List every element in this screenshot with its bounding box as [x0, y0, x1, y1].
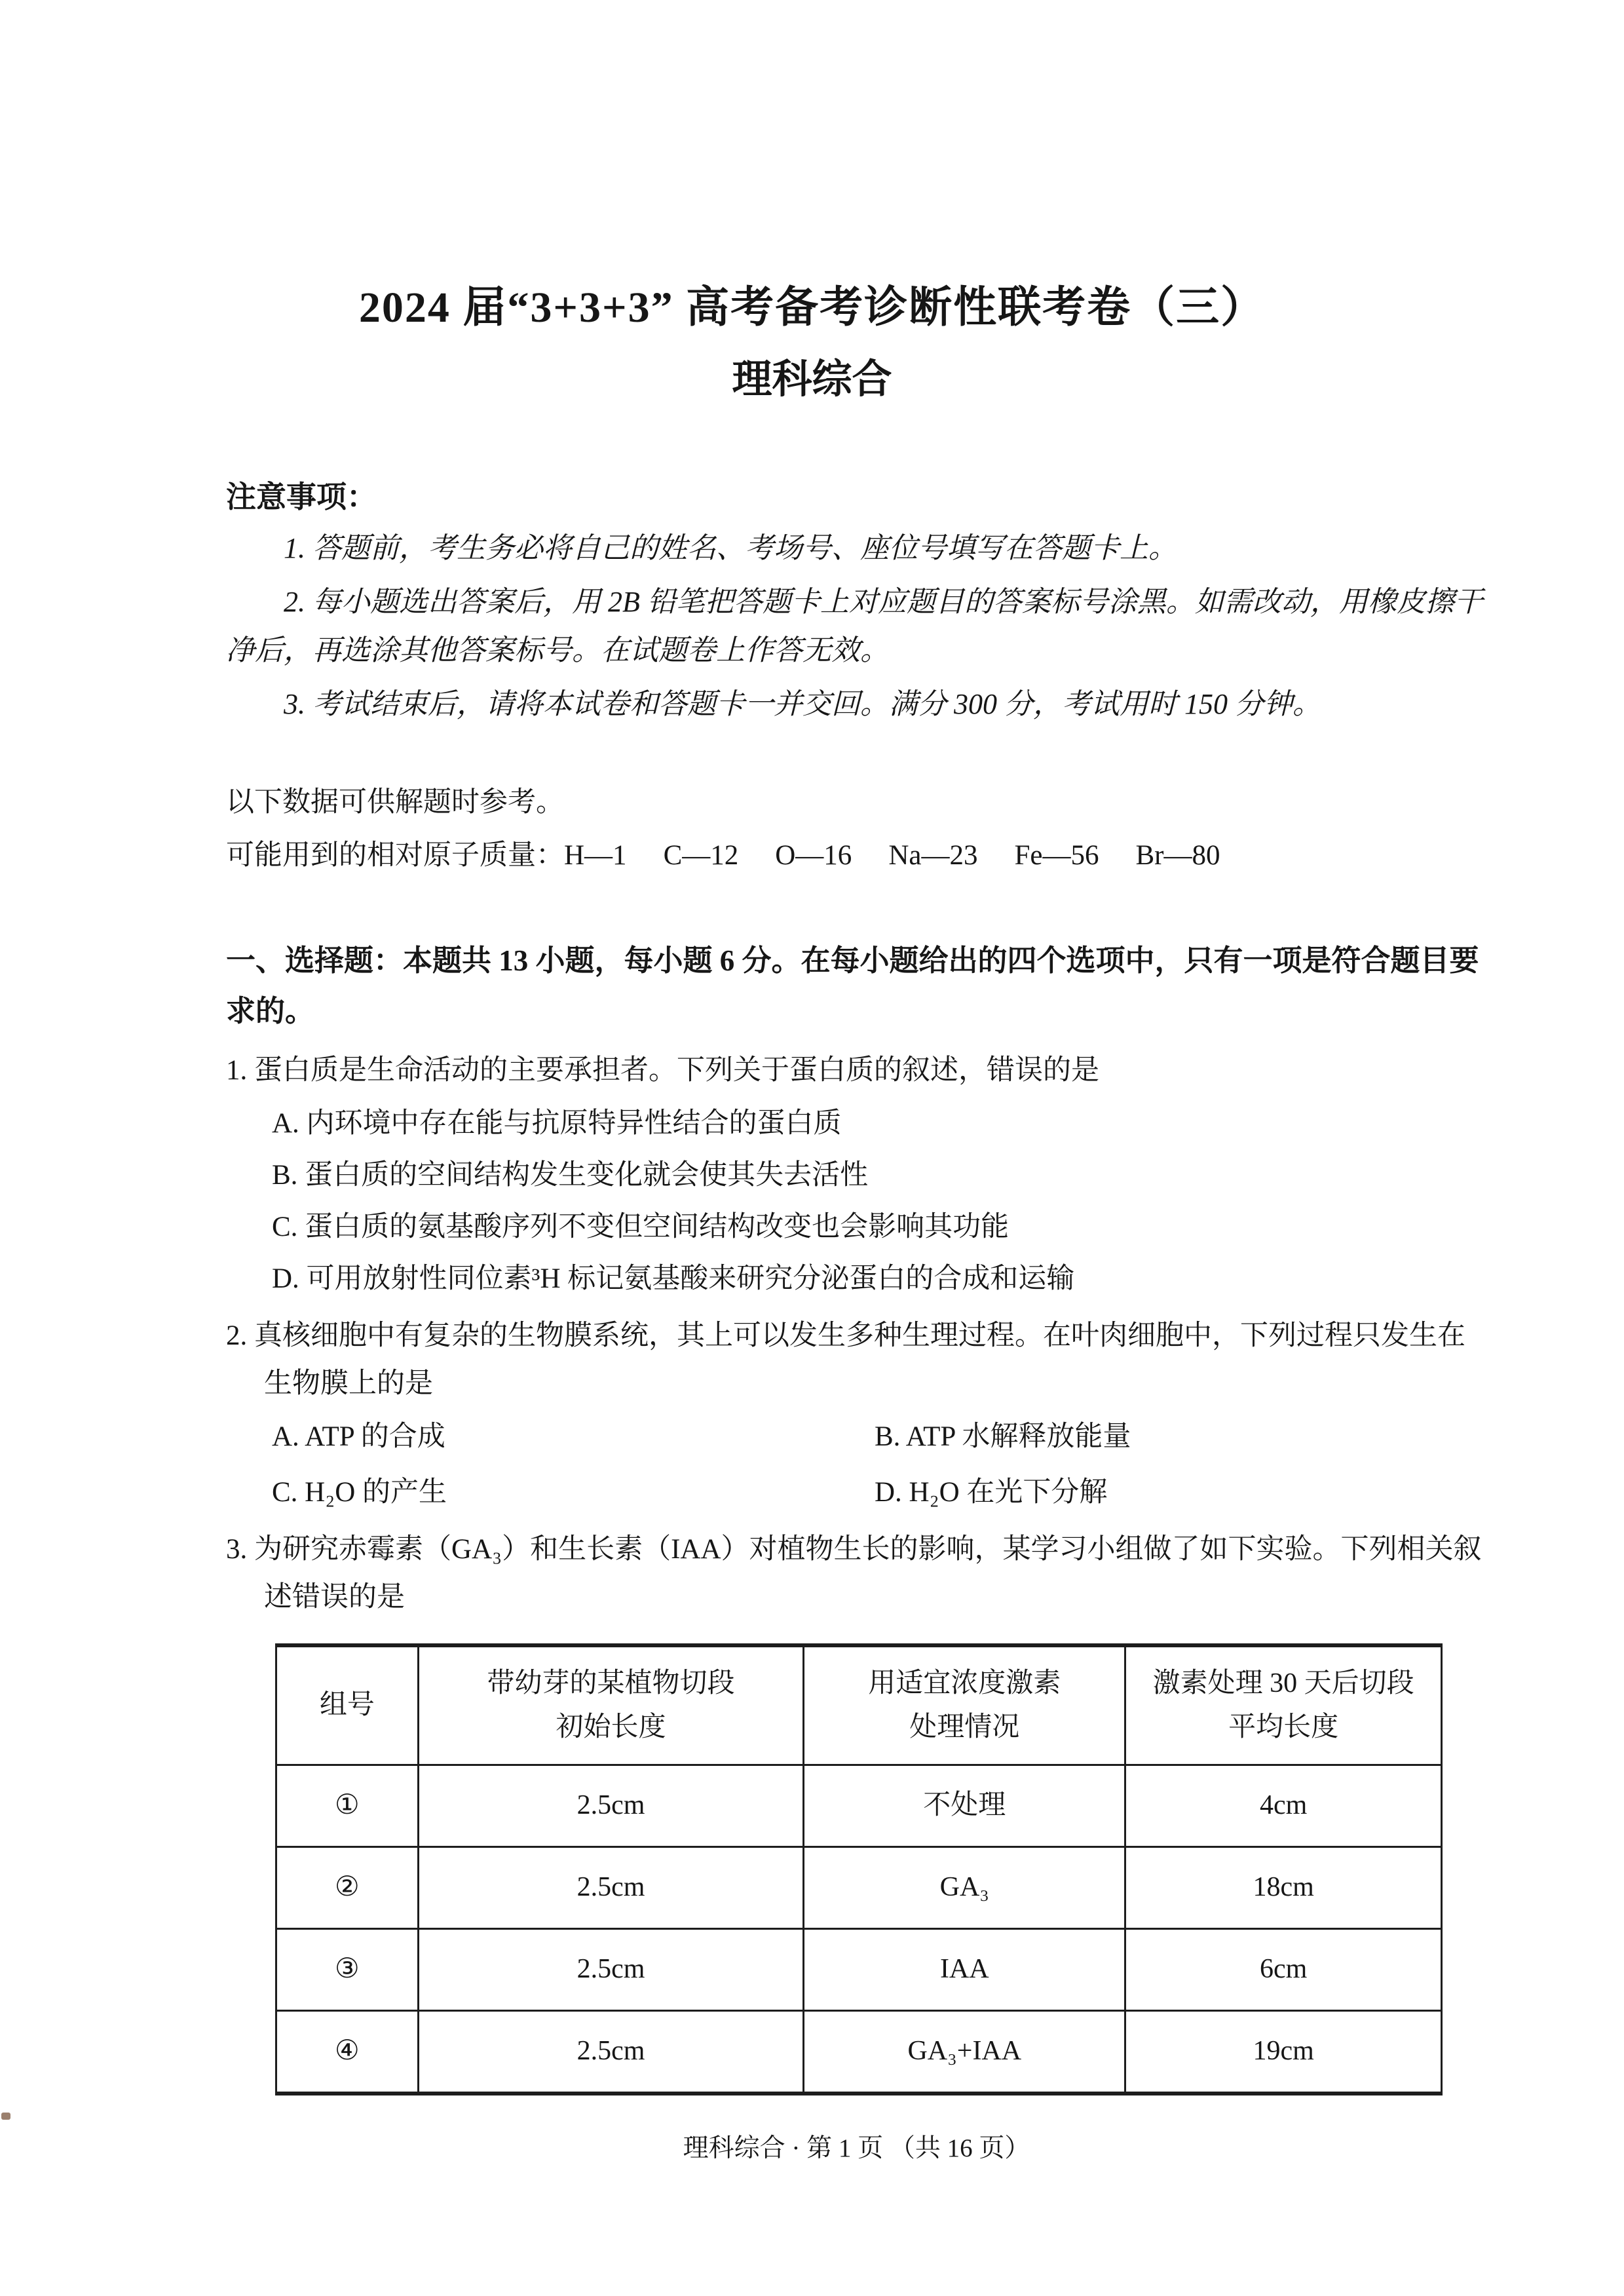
- cell-result-4: 19cm: [1125, 2010, 1442, 2094]
- atomic-mass-H: H—1: [564, 839, 627, 871]
- question-3: [226, 1525, 1487, 2095]
- question-1: [226, 1046, 1487, 1303]
- question-2: [226, 1312, 1487, 1516]
- cell-initial-4: 2.5cm: [418, 2010, 804, 2094]
- header-average-length-line2: 平均长度: [1228, 1712, 1339, 1742]
- notice-item-3: 3. 考试结束后，请将本试卷和答题卡一并交回。满分 300 分，考试用时 150 分钟。: [284, 687, 1321, 720]
- notice-item-2: 2. 每小题选出答案后，用 2B 铅笔把答题卡上对应题目的答案标号涂黑。如需改动，用橡皮擦干净后，再选涂其他答案标号。在试题卷上作答无效。: [226, 585, 1483, 666]
- notice-heading: 注意事项：: [226, 480, 377, 514]
- atomic-mass-Na: Na—23: [888, 839, 978, 871]
- reference-data-block: [226, 779, 1487, 879]
- atomic-mass-O: O—16: [775, 839, 852, 871]
- atomic-masses-label: 可能用到的相对原子质量：: [226, 839, 564, 871]
- question-2-option-a: A. ATP 的合成: [272, 1421, 445, 1452]
- notice-list: [226, 524, 1487, 729]
- question-1-option-a: A. 内环境中存在能与抗原特异性结合的蛋白质: [272, 1107, 842, 1139]
- atomic-mass-Br: Br—80: [1135, 839, 1220, 871]
- cell-initial-2: 2.5cm: [418, 1846, 804, 1928]
- cell-group-3: ③: [276, 1928, 419, 2010]
- paper-subtitle: 理科综合: [732, 358, 892, 402]
- cell-group-1: ①: [276, 1765, 419, 1846]
- question-1-stem: 1. 蛋白质是生命活动的主要承担者。下列关于蛋白质的叙述，错误的是: [226, 1054, 1099, 1086]
- notice-item-1: 1. 答题前，考生务必将自己的姓名、考场号、座位号填写在答题卡上。: [284, 531, 1177, 564]
- table-row: [276, 1765, 1442, 1846]
- question-2-option-d: D. H₂O 在光下分解: [875, 1476, 1108, 1508]
- section-1-heading: 一、选择题：本题共 13 小题，每小题 6 分。在每小题给出的四个选项中，只有一项是符合题目要求的。: [226, 944, 1479, 1028]
- table-row: [276, 1846, 1442, 1928]
- table-row: [276, 1928, 1442, 2010]
- cell-initial-1: 2.5cm: [418, 1765, 804, 1846]
- table-row: [276, 2010, 1442, 2094]
- cell-initial-3: 2.5cm: [418, 1928, 804, 2010]
- atomic-masses-line: [226, 832, 1487, 879]
- question-1-option-d: D. 可用放射性同位素³H 标记氨基酸来研究分泌蛋白的合成和运输: [272, 1263, 1075, 1294]
- atomic-mass-C: C—12: [663, 839, 739, 871]
- table-header-row: [276, 1645, 1442, 1765]
- cell-group-2: ②: [276, 1846, 419, 1928]
- cell-treatment-1: 不处理: [804, 1765, 1125, 1846]
- paper-title: 2024 届“3+3+3” 高考备考诊断性联考卷（三）: [358, 284, 1266, 332]
- experiment-table: [275, 1643, 1443, 2095]
- cell-result-2: 18cm: [1125, 1846, 1442, 1928]
- question-2-option-b: B. ATP 水解释放能量: [875, 1421, 1131, 1452]
- question-2-options: [272, 1414, 1487, 1516]
- header-average-length: [1125, 1645, 1442, 1765]
- header-hormone-treatment: [804, 1645, 1125, 1765]
- header-hormone-treatment-line2: 处理情况: [909, 1712, 1020, 1742]
- header-initial-length-line2: 初始长度: [556, 1712, 666, 1742]
- cell-treatment-2: GA₃: [804, 1846, 1125, 1928]
- header-group-number-label: 组号: [319, 1690, 375, 1721]
- atomic-mass-Fe: Fe—56: [1014, 839, 1099, 871]
- header-average-length-line1: 激素处理 30 天后切段: [1152, 1668, 1414, 1698]
- page-content: [0, 476, 1624, 2168]
- question-2-stem: 2. 真核细胞中有复杂的生物膜系统，其上可以发生多种生理过程。在叶肉细胞中，下列过程只发生在生物膜上的是: [226, 1320, 1465, 1399]
- scan-artifact-mark: [1, 2113, 10, 2120]
- cell-treatment-3: IAA: [804, 1928, 1125, 2010]
- question-1-option-c: C. 蛋白质的氨基酸序列不变但空间结构改变也会影响其功能: [272, 1211, 1010, 1242]
- cell-result-3: 6cm: [1125, 1928, 1442, 2010]
- question-2-option-c: C. H₂O 的产生: [272, 1476, 447, 1508]
- reference-intro: 以下数据可供解题时参考。: [226, 787, 564, 818]
- header-group-number: [276, 1645, 419, 1765]
- question-3-stem: 3. 为研究赤霉素（GA₃）和生长素（IAA）对植物生长的影响，某学习小组做了如下实验。下列相关叙述错误的是: [226, 1533, 1482, 1613]
- cell-group-4: ④: [276, 2010, 419, 2094]
- page-footer: 理科综合 · 第 1 页 （共 16 页）: [683, 2133, 1030, 2162]
- question-1-option-b: B. 蛋白质的空间结构发生变化就会使其失去活性: [272, 1159, 869, 1191]
- header-hormone-treatment-line1: 用适宜浓度激素: [868, 1668, 1061, 1698]
- cell-result-1: 4cm: [1125, 1765, 1442, 1846]
- cell-treatment-4: GA₃+IAA: [804, 2010, 1125, 2094]
- header-initial-length-line1: 带幼芽的某植物切段: [487, 1668, 735, 1698]
- header-initial-length: [418, 1645, 804, 1765]
